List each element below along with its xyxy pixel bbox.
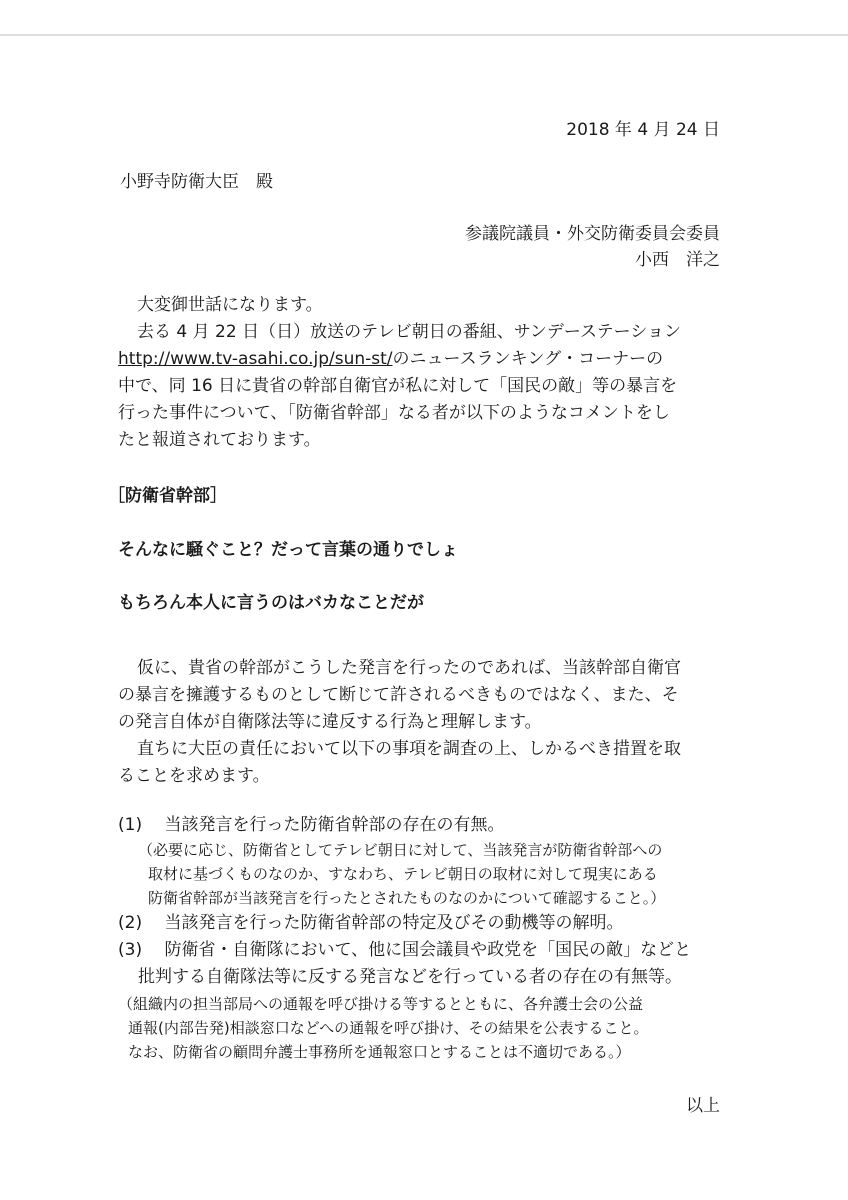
body-paragraph-1-line-2: の暴言を擁護するものとして断じて許されるべきものではなく、また、そ [118,685,679,705]
top-rule [0,34,848,36]
body-paragraph-2-line-1: 直ちに大臣の責任において以下の事項を調査の上、しかるべき措置を取 [137,739,681,759]
intro-line-1: 去る 4 月 22 日（日）放送のテレビ朝日の番組、サンデーステーション [137,322,682,342]
item-3-note-line-3: なお、防衛省の顧問弁護士事務所を通報窓口とすることは不適切である。） [128,1043,631,1061]
tv-asahi-link[interactable]: http://www.tv-asahi.co.jp/sun-st/ [118,349,393,369]
body-paragraph-1-line-3: の発言自体が自衛隊法等に違反する行為と理解します。 [118,712,542,732]
item-3-line-1: (3) 防衛省・自衛隊において、他に国会議員や政党を「国民の敵」などと [118,940,692,960]
addressee: 小野寺防衛大臣 殿 [120,172,273,192]
item-2: (2) 当該発言を行った防衛省幹部の特定及びその動機等の解明。 [118,913,624,933]
sender-name: 小西 洋之 [635,250,720,270]
quote-line-2: もちろん本人に言うのはバカなことだが [118,593,424,613]
item-3-note-line-2: 通報(内部告発)相談窓口などへの通報を呼び掛け、その結果を公表すること。 [128,1019,649,1037]
intro-line-5: たと報道されております。 [118,430,321,450]
item-1: (1) 当該発言を行った防衛省幹部の存在の有無。 [118,815,505,835]
sender-title: 参議院議員・外交防衛委員会委員 [465,224,720,244]
item-1-note-line-3: 防衛省幹部が当該発言を行ったとされたものなのかについて確認すること。） [148,889,666,907]
quote-line-1: そんなに騒ぐこと？だって言葉の通りでしょ [118,540,458,560]
item-1-note-line-2: 取材に基づくものなのか、すなわち、テレビ朝日の取材に対して現実にある [148,865,658,883]
closing: 以上 [686,1096,720,1116]
item-3-line-2: 批判する自衛隊法等に反する発言などを行っている者の存在の有無等。 [138,967,682,987]
item-3-note-line-1: （組織内の担当部局への通報を呼び掛ける等するとともに、各弁護士会の公益 [118,995,644,1013]
letter-date: 2018 年 4 月 24 日 [566,120,720,140]
intro-line-4: 行った事件について、「防衛省幹部」なる者が以下のようなコメントをし [118,403,670,423]
greeting: 大変御世話になります。 [137,295,323,315]
item-1-note-line-1: （必要に応じ、防衛省としてテレビ朝日に対して、当該発言が防衛省幹部への [138,841,663,859]
intro-line-2 [118,347,663,371]
body-paragraph-2-line-2: ることを求めます。 [118,766,270,786]
intro-line-2-rest: のニュースランキング・コーナーの [392,349,664,369]
intro-line-3: 中で、同 16 日に貴省の幹部自衛官が私に対して「国民の敵」等の暴言を [118,376,678,396]
body-paragraph-1-line-1: 仮に、貴省の幹部がこうした発言を行ったのであれば、当該幹部自衛官 [137,658,681,678]
quote-header: ［防衛省幹部］ [108,486,227,506]
